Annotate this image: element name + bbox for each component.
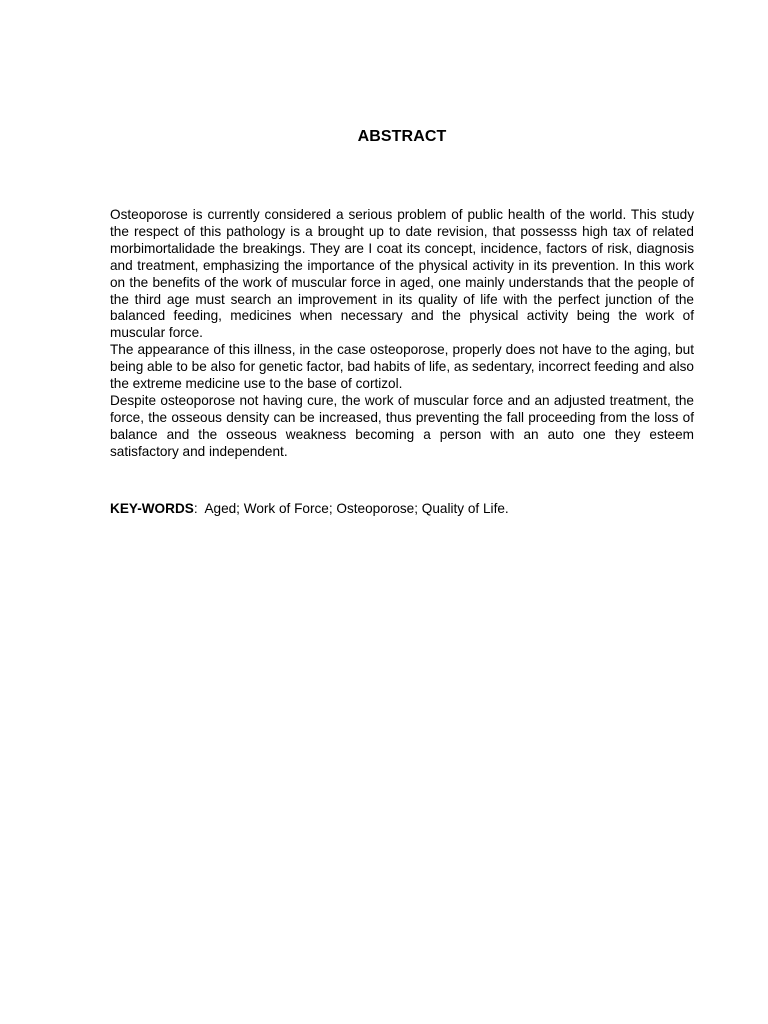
keywords-separator: : (193, 501, 198, 516)
keywords-value: Aged; Work of Force; Osteoporose; Quality of Life. (204, 501, 509, 516)
abstract-paragraph-1: Osteoporose is currently considered a serious problem of public health of the world. This study the respect of this pathology is a brought up to date revision, that possesss high tax of related morbimortalidade the breakings. They are I coat its concept, incidence, factors of risk, diagnosis and treatment, emphasizing the importance of the physical activity in its prevention. In this work on the benefits of the work of muscular force in aged, one mainly understands that the people of the third age must search an improvement in its quality of life with the perfect junction of the balanced feeding, medicines when necessary and the physical activity being the work of muscular force. (110, 207, 694, 341)
abstract-body (110, 207, 694, 461)
abstract-title: ABSTRACT (357, 128, 447, 145)
abstract-paragraph-3: Despite osteoporose not having cure, the work of muscular force and an adjusted treatment, the force, the osseous density can be increased, thus preventing the fall proceeding from the loss of balance and the osseous weakness becoming a person with an auto one they esteem satisfactory and independent. (110, 392, 694, 459)
keywords-label: KEY-WORDS (110, 501, 194, 516)
abstract-paragraph-2: The appearance of this illness, in the case osteoporose, properly does not have to the aging, but being able to be also for genetic factor, bad habits of life, as sedentary, incorrect feeding and also the extreme medicine use to the base of cortizol. (110, 342, 694, 392)
keywords-line (110, 500, 694, 518)
